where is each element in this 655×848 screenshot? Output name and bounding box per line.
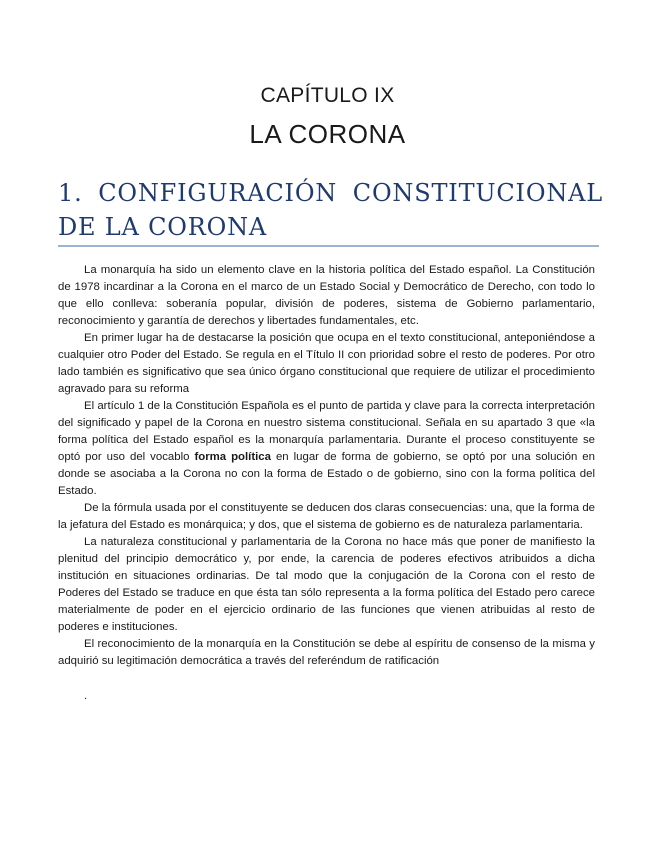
heading-underline <box>58 245 599 247</box>
paragraph-3-bold-term: forma política <box>194 451 271 463</box>
paragraph-5: La naturaleza constitucional y parlamentaria de la Corona no hace más que poner de manifiesto la plenitud del principio democrático y, por ende, la carencia de poderes efectivos atribuidos a dicha institución en situaciones ordinarias. De tal modo que la conjugación de la Corona con el resto de Poderes del Estado se traduce en que ésta tan sólo representa a la forma política del Estado pero carece materialmente de poder en el ejercicio ordinario de las funciones que vienen atribuidas al resto de poderes e instituciones. <box>58 536 595 633</box>
paragraph-3-text-before: El artículo 1 de la Constitución Española es el punto de partida y clave para la correcta interpretación del significado y papel de la Corona en nuestro sistema constitucional. Señala en su apartado 3 que «la forma política del Estado español es la monarquía parlamentaria. Durante el proceso constituyente se optó por uso del vocablo <box>58 400 595 463</box>
chapter-title: LA CORONA <box>249 119 406 149</box>
body-text <box>58 262 595 670</box>
paragraph-1: La monarquía ha sido un elemento clave en la historia política del Estado español. La Constitución de 1978 incardinar a la Corona en el marco de un Estado Social y Democrático de Derecho, con todo lo que ello conlleva: soberanía popular, división de poderes, sistema de Gobierno parlamentario, reconocimiento y garantía de derechos y libertades fundamentales, etc. <box>58 264 595 327</box>
paragraph-3-text-after: en lugar de forma de gobierno, se optó por una solución en donde se asociaba a la Corona no con la forma de Estado o de gobierno, sino con la forma política del Estado. <box>58 451 595 497</box>
section-heading: 1. CONFIGURACIÓN CONSTITUCIONAL DE LA CORONA <box>58 179 603 241</box>
trailing-dot: . <box>84 690 88 702</box>
paragraph-2: En primer lugar ha de destacarse la posición que ocupa en el texto constitucional, anteponiéndose a cualquier otro Poder del Estado. Se regula en el Título II con prioridad sobre el resto de poderes. Por otro lado también es significativo que sea único órgano constitucional que requiere de utilizar el procedimiento agravado para su reforma <box>58 332 595 395</box>
paragraph-4: De la fórmula usada por el constituyente se deducen dos claras consecuencias: una, que la forma de la jefatura del Estado es monárquica; y dos, que el sistema de gobierno es de naturaleza parlamentaria. <box>58 502 595 531</box>
paragraph-6: El reconocimiento de la monarquía en la Constitución se debe al espíritu de consenso de la misma y adquirió su legitimación democrática a través del referéndum de ratificación <box>58 638 595 667</box>
paragraph-3 <box>58 398 595 500</box>
chapter-label: CAPÍTULO IX <box>260 84 395 107</box>
